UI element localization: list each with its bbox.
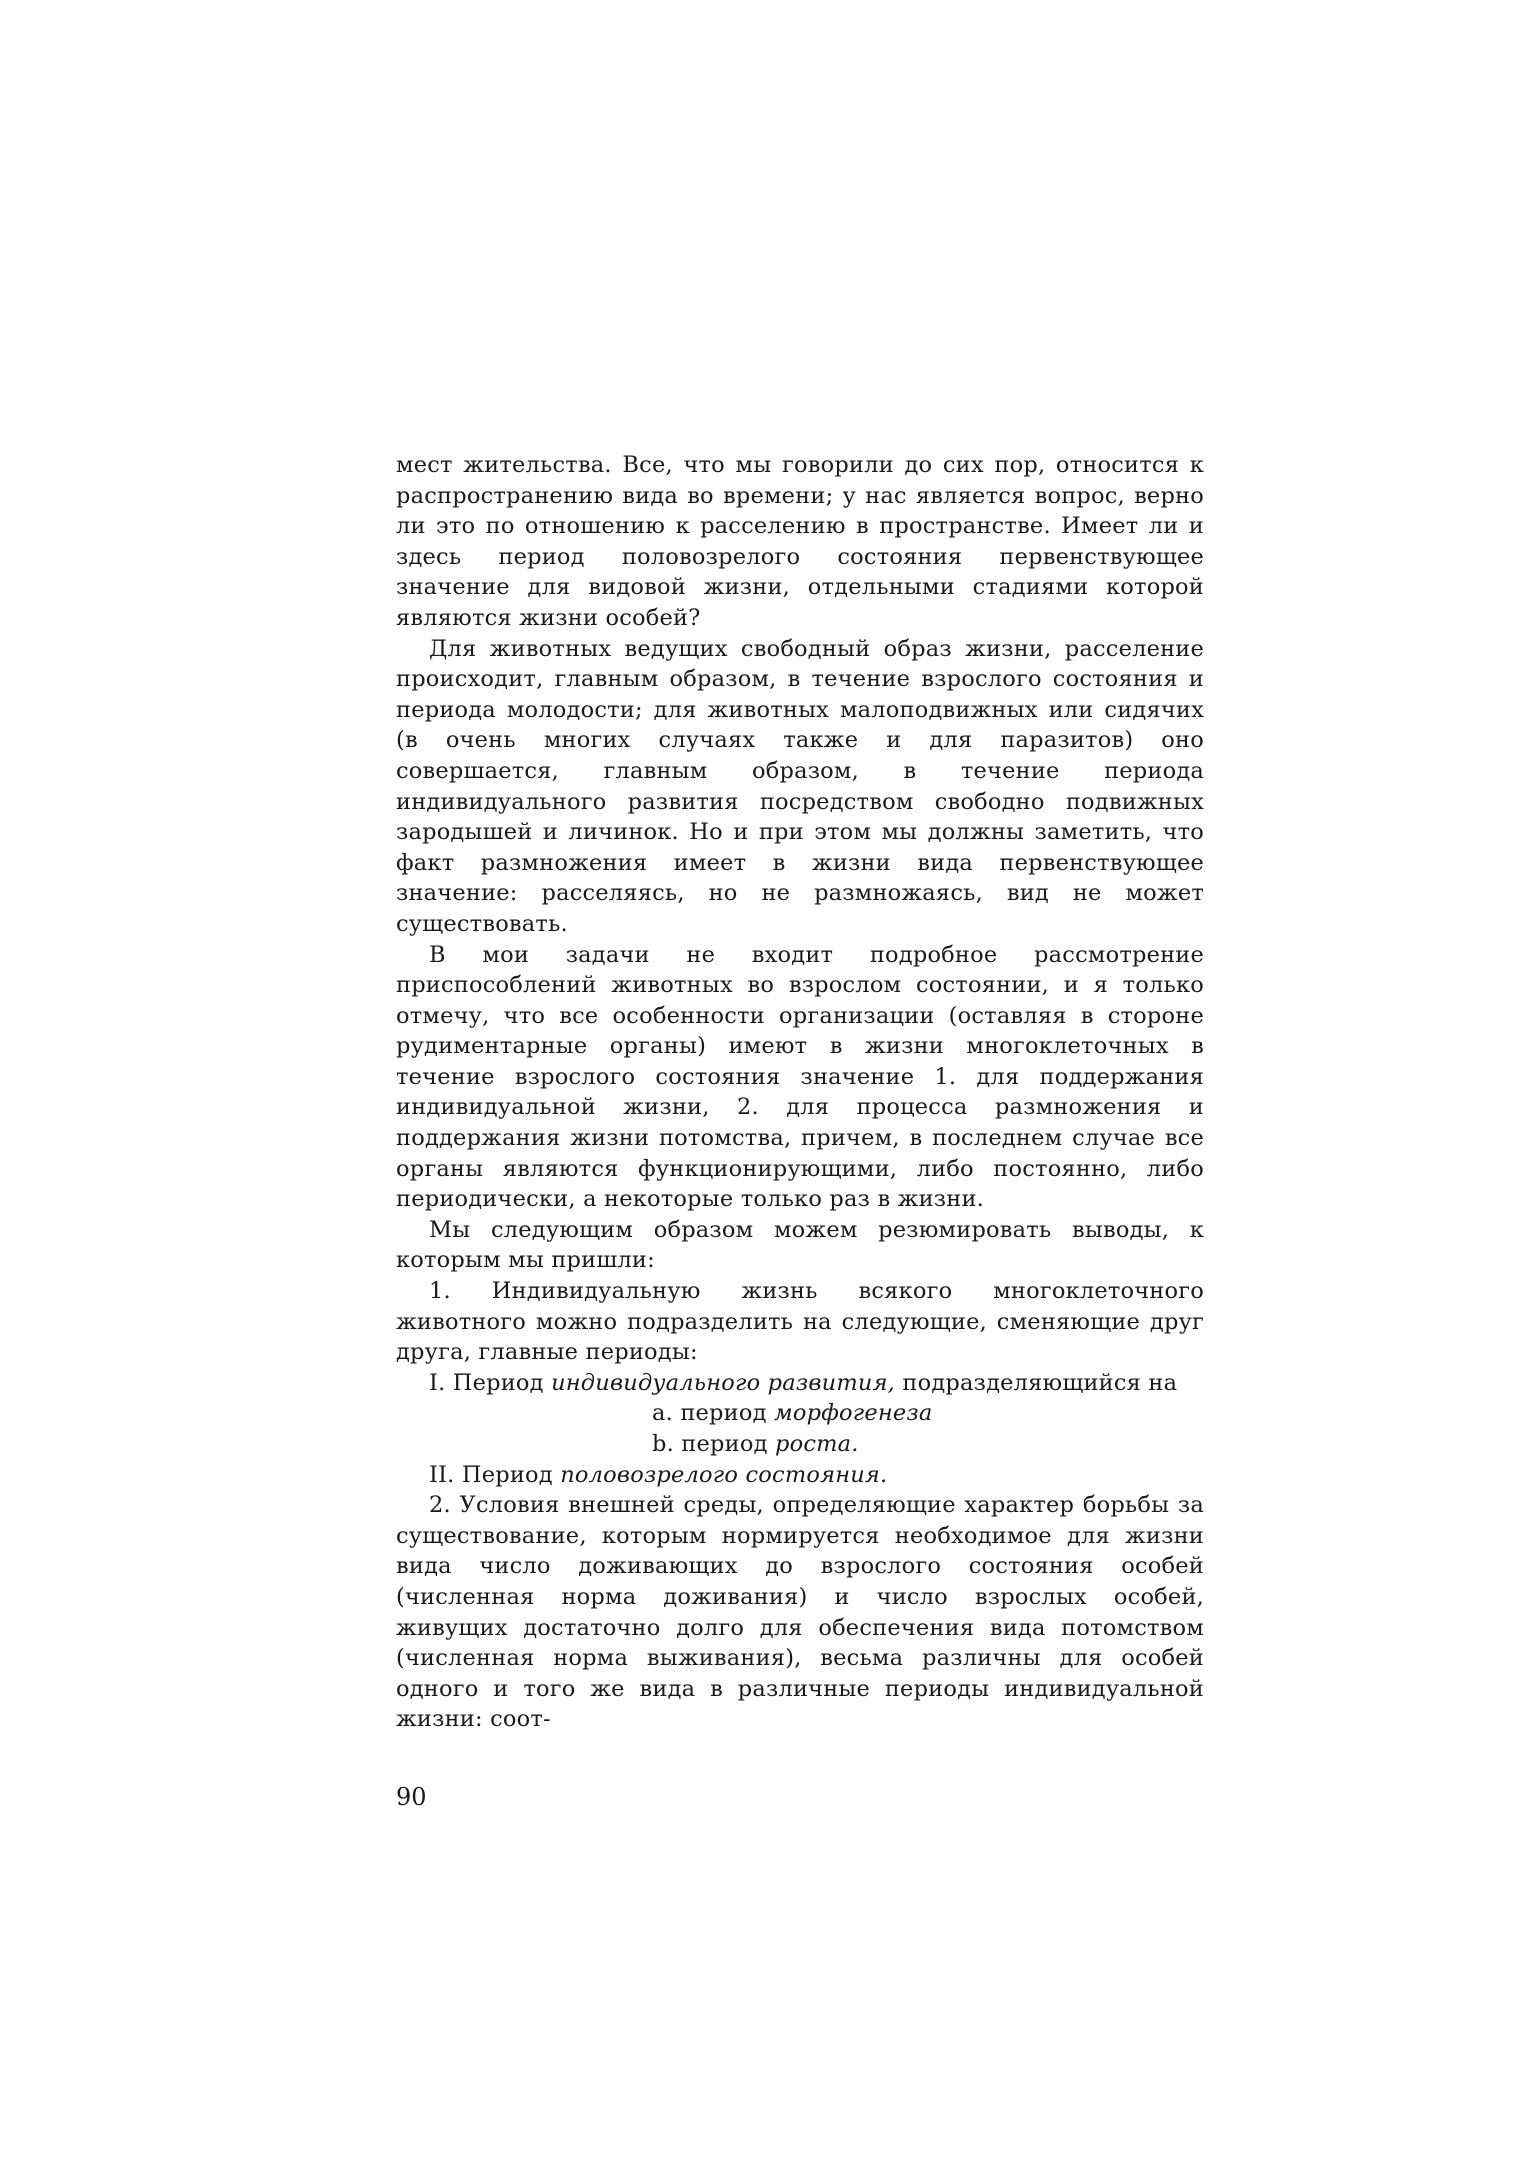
period-two-term: половозрелого состояния. [560,1461,888,1488]
period-two-line [396,1460,1204,1491]
period-one-line [396,1368,1204,1399]
period-two-label: II. Период [429,1461,553,1488]
period-one-rest: подразделяющийся на [902,1369,1178,1396]
paragraph-summary-intro: Мы следующим образом можем резюмировать выводы, к которым мы пришли: [396,1216,1204,1274]
period-one-label: I. Период [429,1369,544,1396]
sub-b-label: b. период [652,1431,768,1457]
sub-period-b [396,1429,1204,1460]
paragraph-adaptations: В мои задачи не входит подробное рассмотрение приспособлений животных во взрослом состоянии, и я только отмечу, что все особенности организации (оставляя в стороне рудиментарные органы) имеют в жизни многоклеточных в течение взрослого состояния значение 1. для поддержания индивидуальной жизни, 2. для процесса размножения и поддержания жизни потомства, причем, в последнем случае все органы являются функционирующими, либо постоянно, либо периодически, а некоторые только раз в жизни. [396,941,1204,1213]
sub-b-term: роста. [774,1431,859,1457]
paragraph-point-two: 2. Условия внешней среды, определяющие характер борьбы за существование, которым нормируется необходимое для жизни вида число доживающих до взрослого состояния особей (численная норма доживания) и число взрослых особей, живущих достаточно долго для обеспечения вида потомством (численная норма выживания), весьма различны для особей одного и того же вида в различные периоды индивидуальной жизни: соот- [396,1492,1204,1733]
sub-period-a [396,1398,1204,1429]
period-one-term: индивидуального развития, [551,1369,896,1396]
sub-a-term: морфогенеза [774,1400,933,1427]
page-number: 90 [396,1783,427,1811]
sub-a-label: a. период [652,1400,767,1427]
paragraph-point-one: 1. Индивидуальную жизнь всякого многоклеточного животного можно подразделить на следующие, сменяющие друг друга, главные периоды: [396,1278,1204,1366]
paragraph-dispersal: Для животных ведущих свободный образ жизни, расселение происходит, главным образом, в течение взрослого состояния и периода молодости; для животных малоподвижных или сидячих (в очень многих случаях также и для паразитов) оно совершается, главным образом, в течение периода индивидуального развития посредством свободно подвижных зародышей и личинок. Но и при этом мы должны заметить, что факт размножения имеет в жизни вида первенствующее значение: расселяясь, но не размножаясь, вид не может существовать. [396,635,1204,937]
body-text [396,450,1204,1735]
paragraph-continuation: мест жительства. Все, что мы говорили до сих пор, относится к распространению вида во времени; у нас является вопрос, верно ли это по отношению к расселению в пространстве. Имеет ли и здесь период половозрелого состояния первенствующее значение для видовой жизни, отдельными стадиями которой являются жизни особей? [396,452,1204,631]
